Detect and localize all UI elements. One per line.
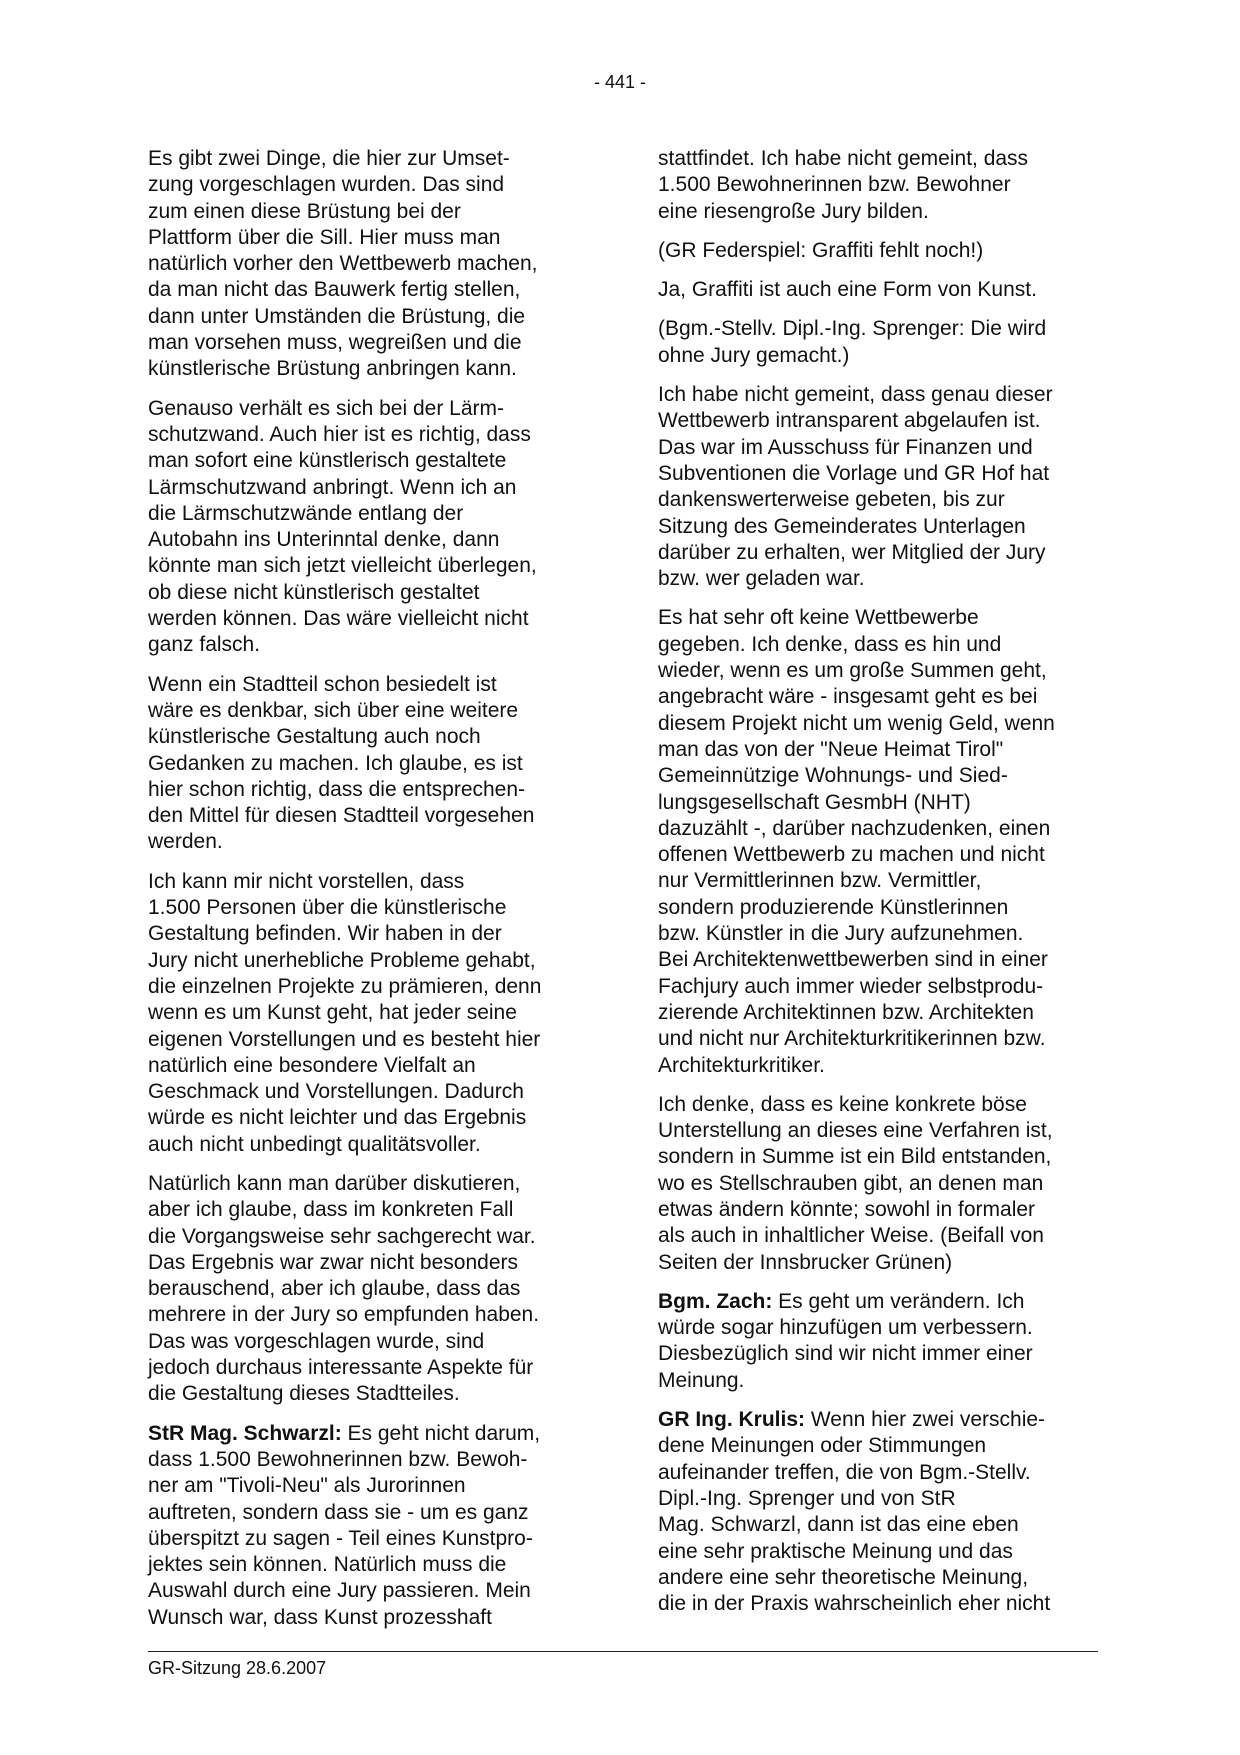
paragraph	[658, 277, 1098, 303]
text-line: wenn es um Kunst geht, hat jeder seine	[148, 1001, 517, 1025]
text-line: Das was vorgeschlagen wurde, sind	[148, 1329, 485, 1353]
paragraph	[658, 382, 1098, 592]
paragraph	[658, 238, 1098, 264]
page-number: - 441 -	[593, 72, 647, 92]
text-line: etwas ändern könnte; sowohl in formaler	[658, 1197, 1036, 1221]
text-line: ob diese nicht künstlerisch gestaltet	[148, 580, 480, 604]
text-line: nur Vermittlerinnen bzw. Vermittler,	[658, 869, 982, 893]
text-line	[658, 1289, 1098, 1315]
text-line: auftreten, sondern dass sie - um es ganz	[148, 1500, 529, 1524]
text-line: jedoch durchaus interessante Aspekte für	[148, 1356, 534, 1380]
text-line: schutzwand. Auch hier ist es richtig, dass	[148, 422, 531, 446]
text-line: Gedanken zu machen. Ich glaube, es ist	[148, 751, 523, 775]
paragraph	[148, 146, 588, 383]
paragraph	[658, 146, 1098, 225]
text-line: da man nicht das Bauwerk fertig stellen,	[148, 278, 521, 302]
paragraph	[148, 1171, 588, 1408]
text-line: Ich habe nicht gemeint, dass genau dieser	[658, 383, 1053, 407]
text-line: Unterstellung an dieses eine Verfahren ist,	[658, 1119, 1053, 1143]
text-line: sondern in Summe ist ein Bild entstanden,	[658, 1145, 1052, 1169]
speaker-name: Bgm. Zach:	[658, 1289, 773, 1313]
text-line: bzw. Künstler in die Jury aufzunehmen.	[658, 922, 1024, 946]
text-line: Auswahl durch eine Jury passieren. Mein	[148, 1579, 531, 1603]
paragraph	[658, 316, 1098, 369]
text-line: dazuzählt -, darüber nachzudenken, einen	[658, 816, 1051, 840]
text-line: Diesbezüglich sind wir nicht immer einer	[658, 1342, 1033, 1366]
text-line: Ich kann mir nicht vorstellen, dass	[148, 869, 465, 893]
text-line: Plattform über die Sill. Hier muss man	[148, 225, 501, 249]
text-line: ohne Jury gemacht.)	[658, 343, 850, 367]
text-line: würde es nicht leichter und das Ergebnis	[148, 1106, 527, 1130]
text-line: Dipl.-Ing. Sprenger und von StR	[658, 1486, 956, 1510]
text-line: dankenswerterweise gebeten, bis zur	[658, 488, 1005, 512]
text-line: ner am "Tivoli-Neu" als Jurorinnen	[148, 1474, 466, 1498]
text-line: als auch in inhaltlicher Weise. (Beifall von	[658, 1224, 1044, 1248]
text-line: ganz falsch.	[148, 633, 261, 657]
text-line: lungsgesellschaft GesmbH (NHT)	[658, 790, 971, 814]
speech-text: Es geht um verändern. Ich	[772, 1289, 1025, 1313]
footer-divider	[148, 1651, 1098, 1652]
text-line: würde sogar hinzufügen um verbessern.	[658, 1316, 1033, 1340]
speaker-name: StR Mag. Schwarzl:	[148, 1421, 342, 1445]
text-line: Wenn ein Stadtteil schon besiedelt ist	[148, 672, 497, 696]
text-line: künstlerische Gestaltung auch noch	[148, 725, 481, 749]
text-line: sondern produzierende Künstlerinnen	[658, 895, 1009, 919]
text-line: (GR Federspiel: Graffiti fehlt noch!)	[658, 238, 984, 262]
text-line: jektes sein können. Natürlich muss die	[148, 1553, 507, 1577]
text-line: Sitzung des Gemeinderates Unterlagen	[658, 514, 1026, 538]
text-line: gegeben. Ich denke, dass es hin und	[658, 632, 1002, 656]
text-line: Subventionen die Vorlage und GR Hof hat	[658, 461, 1050, 485]
text-line: andere eine sehr theoretische Meinung,	[658, 1565, 1029, 1589]
text-line: man vorsehen muss, wegreißen und die	[148, 331, 522, 355]
text-line: Wunsch war, dass Kunst prozesshaft	[148, 1605, 492, 1629]
text-line: Autobahn ins Unterinntal denke, dann	[148, 528, 500, 552]
text-line: aber ich glaube, dass im konkreten Fall	[148, 1198, 514, 1222]
text-line: Es hat sehr oft keine Wettbewerbe	[658, 606, 979, 630]
text-line: und nicht nur Architekturkritikerinnen bzw.	[658, 1027, 1046, 1051]
text-line: Gestaltung befinden. Wir haben in der	[148, 922, 502, 946]
text-line	[148, 1421, 588, 1447]
text-line: Architekturkritiker.	[658, 1053, 825, 1077]
text-line: hier schon richtig, dass die entsprechen-	[148, 777, 526, 801]
text-line: Lärmschutzwand anbringt. Wenn ich an	[148, 475, 517, 499]
text-line: Gemeinnützige Wohnungs- und Sied-	[658, 764, 1008, 788]
text-line: Ich denke, dass es keine konkrete böse	[658, 1092, 1027, 1116]
text-line: Wettbewerb intransparent abgelaufen ist.	[658, 409, 1041, 433]
text-line: Seiten der Innsbrucker Grünen)	[658, 1250, 953, 1274]
text-line: eine riesengroße Jury bilden.	[658, 199, 929, 223]
text-line: dene Meinungen oder Stimmungen	[658, 1434, 987, 1458]
text-line: wo es Stellschrauben gibt, an denen man	[658, 1171, 1044, 1195]
text-line: Meinung.	[658, 1368, 745, 1392]
text-line: Natürlich kann man darüber diskutieren,	[148, 1171, 521, 1195]
text-line: mehrere in der Jury so empfunden haben.	[148, 1303, 540, 1327]
text-line: werden.	[148, 830, 223, 854]
text-line: wieder, wenn es um große Summen geht,	[658, 659, 1047, 683]
paragraph	[658, 1092, 1098, 1276]
text-line: berauschend, aber ich glaube, dass das	[148, 1277, 521, 1301]
text-line: zierende Architektinnen bzw. Architekten	[658, 1000, 1034, 1024]
text-line: darüber zu erhalten, wer Mitglied der Jury	[658, 540, 1046, 564]
text-line: 1.500 Bewohnerinnen bzw. Bewohner	[658, 173, 1011, 197]
text-line: 1.500 Personen über die künstlerische	[148, 896, 507, 920]
text-line: Das Ergebnis war zwar nicht besonders	[148, 1250, 519, 1274]
text-line: diesem Projekt nicht um wenig Geld, wenn	[658, 711, 1055, 735]
text-line: zum einen diese Brüstung bei der	[148, 199, 461, 223]
text-line: natürlich vorher den Wettbewerb machen,	[148, 252, 538, 276]
text-line: die einzelnen Projekte zu prämieren, denn	[148, 974, 542, 998]
text-line: die Gestaltung dieses Stadtteiles.	[148, 1382, 460, 1406]
text-line: überspitzt zu sagen - Teil eines Kunstpro-	[148, 1526, 533, 1550]
text-line: künstlerische Brüstung anbringen kann.	[148, 357, 517, 381]
paragraph	[658, 1289, 1098, 1394]
text-line: eigenen Vorstellungen und es besteht hier	[148, 1027, 541, 1051]
speech-text: Wenn hier zwei verschie-	[805, 1408, 1046, 1432]
right-column	[658, 146, 1098, 1630]
text-line: die in der Praxis wahrscheinlich eher nicht	[658, 1592, 1051, 1616]
text-line: stattfindet. Ich habe nicht gemeint, dass	[658, 147, 1029, 170]
text-line: die Lärmschutzwände entlang der	[148, 501, 464, 525]
text-line: Bei Architektenwettbewerben sind in einer	[658, 948, 1048, 972]
footer-session-date: GR-Sitzung 28.6.2007	[148, 1658, 327, 1678]
text-line: Das war im Ausschuss für Finanzen und	[658, 435, 1033, 459]
text-line: offenen Wettbewerb zu machen und nicht	[658, 843, 1045, 867]
text-line: wäre es denkbar, sich über eine weitere	[148, 698, 519, 722]
text-line: auch nicht unbedingt qualitätsvoller.	[148, 1132, 481, 1156]
text-line: den Mittel für diesen Stadtteil vorgesehen	[148, 804, 535, 828]
text-line: Genauso verhält es sich bei der Lärm-	[148, 396, 505, 420]
text-line: die Vorgangsweise sehr sachgerecht war.	[148, 1224, 536, 1248]
text-line: (Bgm.-Stellv. Dipl.-Ing. Sprenger: Die wird	[658, 317, 1047, 341]
speech-text: Es geht nicht darum,	[341, 1421, 541, 1445]
text-line: Fachjury auch immer wieder selbstprodu-	[658, 974, 1044, 998]
text-line: Es gibt zwei Dinge, die hier zur Umset-	[148, 147, 510, 170]
text-line: dass 1.500 Bewohnerinnen bzw. Bewoh-	[148, 1447, 528, 1471]
speaker-name: GR Ing. Krulis:	[658, 1408, 805, 1432]
text-line: könnte man sich jetzt vielleicht überlegen,	[148, 554, 537, 578]
paragraph	[148, 1421, 588, 1631]
text-line: man das von der "Neue Heimat Tirol"	[658, 737, 1004, 761]
text-line: aufeinander treffen, die von Bgm.-Stellv.	[658, 1460, 1031, 1484]
text-line: werden können. Das wäre vielleicht nicht	[148, 607, 529, 631]
text-line: Jury nicht unerhebliche Probleme gehabt,	[148, 948, 536, 972]
text-line: bzw. wer geladen war.	[658, 567, 865, 591]
text-line: dann unter Umständen die Brüstung, die	[148, 304, 526, 328]
text-line: zung vorgeschlagen wurden. Das sind	[148, 173, 505, 197]
text-line: Mag. Schwarzl, dann ist das eine eben	[658, 1513, 1019, 1537]
paragraph	[148, 672, 588, 856]
text-line: Ja, Graffiti ist auch eine Form von Kunst.	[658, 278, 1037, 302]
text-line	[658, 1407, 1098, 1433]
left-column	[148, 146, 588, 1644]
text-line: natürlich eine besondere Vielfalt an	[148, 1053, 476, 1077]
paragraph	[658, 1407, 1098, 1617]
paragraph	[148, 396, 588, 659]
text-line: eine sehr praktische Meinung und das	[658, 1539, 1013, 1563]
paragraph	[658, 605, 1098, 1078]
text-line: angebracht wäre - insgesamt geht es bei	[658, 685, 1038, 709]
paragraph	[148, 869, 588, 1158]
text-line: Geschmack und Vorstellungen. Dadurch	[148, 1080, 524, 1104]
text-line: man sofort eine künstlerisch gestaltete	[148, 449, 507, 473]
